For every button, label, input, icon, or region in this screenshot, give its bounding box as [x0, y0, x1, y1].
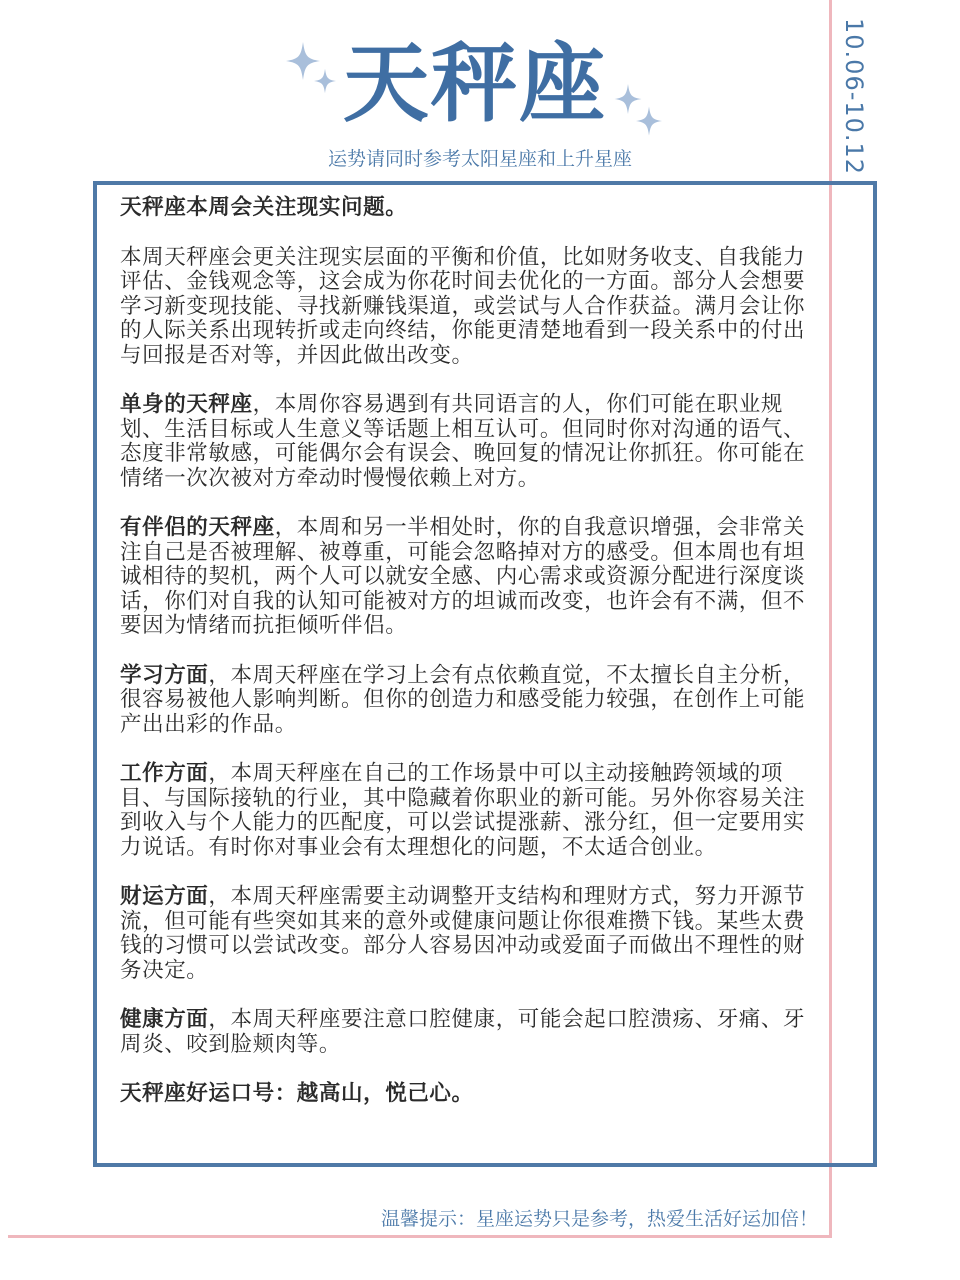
sparkle-icon: [636, 106, 662, 136]
health-label: 健康方面: [120, 1007, 209, 1032]
date-range: 10.06-10.12: [840, 18, 868, 176]
single-label: 单身的天秤座: [120, 392, 253, 417]
sparkle-icon: [314, 68, 336, 94]
pink-horizontal-rule: [8, 1235, 832, 1238]
work-label: 工作方面: [120, 761, 209, 786]
horoscope-content: [120, 196, 822, 1132]
page-subtitle: 运势请同时参考太阳星座和上升星座: [327, 148, 632, 170]
intro-heading: 天秤座本周会关注现实问题。: [120, 195, 408, 220]
slogan: 天秤座好运口号：越高山，悦己心。: [120, 1081, 474, 1106]
page-title: 天秤座: [343, 34, 607, 134]
partnered-label: 有伴侣的天秤座: [120, 515, 275, 540]
partnered-paragraph: 有伴侣的天秤座，本周和另一半相处时，你的自我意识增强，会非常关注自己是否被理解、被尊重，可能会忽略掉对方的感受。但本周也有坦诚相待的契机，两个人可以就安全感、内心需求或资源分配进行深度谈话，你们对自我的认知可能被对方的坦诚而改变，也许会有不满，但不要因为情绪而抗拒倾听伴侣。: [120, 515, 806, 638]
footer-tip: 温馨提示：星座运势只是参考，热爱生活好运加倍！: [380, 1208, 818, 1230]
health-paragraph: 健康方面，本周天秤座要注意口腔健康，可能会起口腔溃疡、牙痛、牙周炎、咬到脸颊肉等。: [120, 1007, 806, 1057]
single-paragraph: 单身的天秤座，本周你容易遇到有共同语言的人，你们可能在职业规划、生活目标或人生意义等话题上相互认可。但同时你对沟通的语气、态度非常敏感，可能偶尔会有误会、晚回复的情况让你抓狂。你可能在情绪一次次被对方牵动时慢慢依赖上对方。: [120, 392, 806, 491]
money-paragraph: 财运方面，本周天秤座需要主动调整开支结构和理财方式，努力开源节流，但可能有些突如其来的意外或健康问题让你很难攒下钱。某些太费钱的习惯可以尝试改变。部分人容易因冲动或爱面子而做出不理性的财务决定。: [120, 884, 806, 983]
money-label: 财运方面: [120, 884, 209, 909]
intro-paragraph: 本周天秤座会更关注现实层面的平衡和价值，比如财务收支、自我能力评估、金钱观念等，这会成为你花时间去优化的一方面。部分人会想要学习新变现技能、寻找新赚钱渠道，或尝试与人合作获益。满月会让你的人际关系出现转折或走向终结，你能更清楚地看到一段关系中的付出与回报是否对等，并因此做出改变。: [120, 244, 806, 368]
study-label: 学习方面: [120, 662, 209, 688]
study-paragraph: 学习方面，本周天秤座在学习上会有点依赖直觉，不太擅长自主分析，很容易被他人影响判断。但你的创造力和感受能力较强，在创作上可能产出出彩的作品。: [120, 662, 806, 737]
work-paragraph: 工作方面，本周天秤座在自己的工作场景中可以主动接触跨领域的项目、与国际接轨的行业，其中隐藏着你职业的新可能。另外你容易关注到收入与个人能力的匹配度，可以尝试提涨薪、涨分红，但一定要用实力说话。有时你对事业会有太理想化的问题，不太适合创业。: [120, 761, 806, 860]
